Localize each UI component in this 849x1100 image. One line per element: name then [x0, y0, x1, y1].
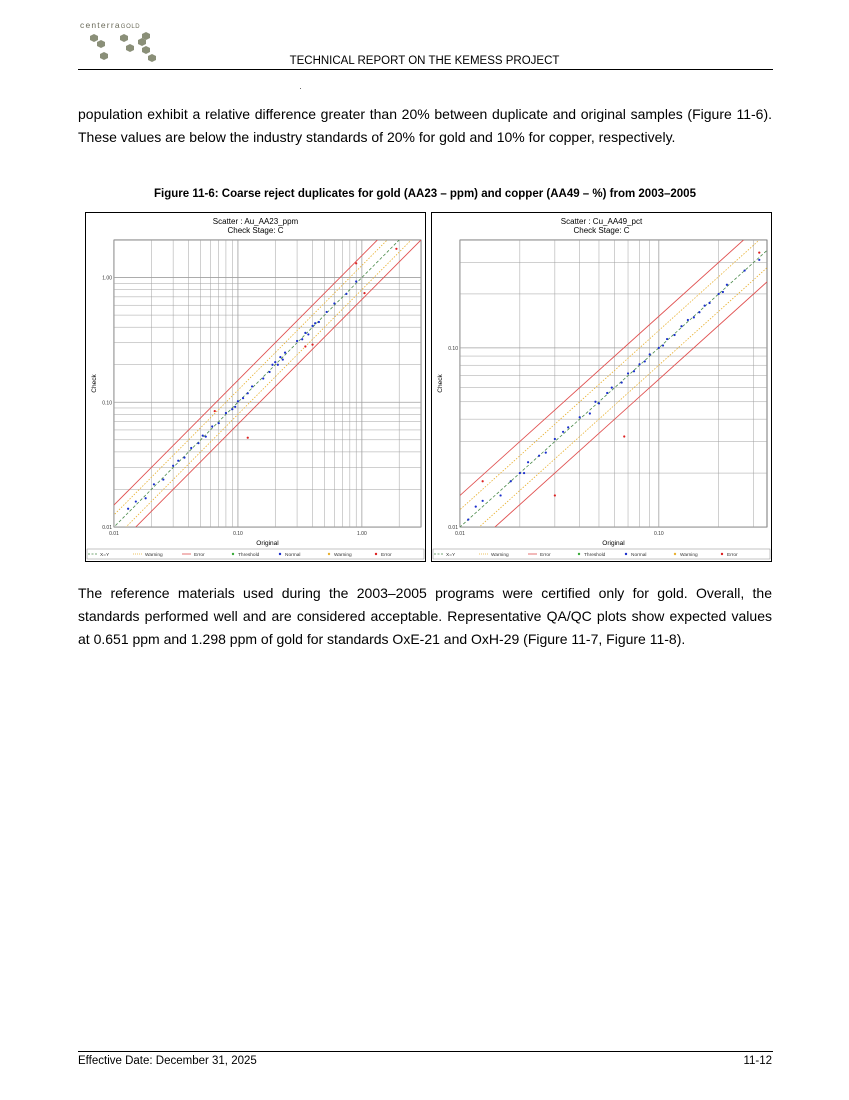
normal-point — [318, 321, 320, 323]
normal-point — [153, 483, 155, 485]
normal-point — [482, 500, 484, 502]
normal-point — [247, 392, 249, 394]
normal-point — [475, 505, 477, 507]
legend-label: Warning — [680, 552, 698, 558]
error-point — [363, 292, 365, 294]
normal-point — [722, 291, 724, 293]
legend-marker — [578, 553, 580, 555]
y-tick-label: 0.10 — [448, 345, 458, 352]
normal-point — [355, 280, 357, 282]
normal-point — [172, 465, 174, 467]
y-tick-label: 1.00 — [102, 275, 112, 282]
normal-point — [135, 500, 137, 502]
stray-dot — [300, 88, 301, 89]
normal-point — [237, 400, 239, 402]
normal-point — [262, 377, 264, 379]
normal-point — [284, 352, 286, 354]
error-point — [623, 435, 625, 437]
y-axis-label: Check — [437, 374, 444, 393]
legend-label: Warning — [334, 552, 352, 558]
normal-point — [345, 293, 347, 295]
x-tick-label: 0.10 — [653, 531, 664, 537]
normal-point — [726, 284, 728, 286]
chart-subtitle: Check Stage: C — [227, 226, 284, 235]
normal-point — [271, 364, 273, 366]
x-tick-label: 0.10 — [233, 531, 243, 537]
legend-label: Threshold — [238, 552, 260, 558]
normal-point — [633, 370, 635, 372]
normal-point — [687, 319, 689, 321]
normal-point — [307, 333, 309, 335]
normal-point — [225, 412, 227, 414]
chart-subtitle: Check Stage: C — [573, 226, 630, 235]
error-point — [311, 343, 313, 345]
normal-point — [611, 386, 613, 388]
normal-point — [758, 259, 760, 261]
normal-point — [301, 338, 303, 340]
header-divider — [78, 69, 773, 70]
legend-label: Error — [194, 552, 205, 558]
normal-point — [562, 431, 564, 433]
normal-point — [579, 416, 581, 418]
legend-label: X=Y — [100, 552, 110, 558]
y-tick-label: 0.01 — [102, 525, 112, 531]
error-point — [247, 437, 249, 439]
x-axis-label: Original — [602, 540, 625, 547]
normal-point — [718, 293, 720, 295]
normal-point — [510, 480, 512, 482]
report-title: TECHNICAL REPORT ON THE KEMESS PROJECT — [289, 55, 560, 67]
body-paragraph-2: The reference materials used during the 2003–2005 programs were certified only for gold. Overall, the standards performed well and are considered acceptable. Representative QA/QC plots show expected values at 0.651 ppm and 1.298 ppm of gold for standards OxE-21 and OxH-29 (Figure 11-7, Figure 11-8). — [78, 585, 772, 647]
footer-divider — [78, 1051, 773, 1052]
legend-label: Error — [381, 552, 392, 558]
normal-point — [708, 302, 710, 304]
legend-marker — [232, 553, 234, 555]
normal-point — [234, 406, 236, 408]
normal-point — [527, 461, 529, 463]
normal-point — [693, 316, 695, 318]
normal-point — [499, 494, 501, 496]
normal-point — [242, 397, 244, 399]
normal-point — [621, 381, 623, 383]
normal-point — [333, 302, 335, 304]
x-tick-label: 0.01 — [109, 531, 119, 537]
legend-label: X=Y — [446, 552, 456, 558]
x-tick-label: 1.00 — [357, 531, 367, 537]
x-tick-label: 0.01 — [455, 531, 465, 537]
normal-point — [231, 408, 233, 410]
normal-point — [311, 325, 313, 327]
normal-point — [304, 332, 306, 334]
normal-point — [183, 457, 185, 459]
error-point — [758, 252, 760, 254]
normal-point — [205, 436, 207, 438]
normal-point — [658, 347, 660, 349]
effective-date: Effective Date: December 31, 2025 — [78, 1055, 257, 1067]
legend-label: Warning — [491, 552, 509, 558]
normal-point — [177, 460, 179, 462]
normal-point — [680, 325, 682, 327]
normal-point — [127, 508, 129, 510]
normal-point — [519, 472, 521, 474]
body-paragraph-1: population exhibit a relative difference greater than 20% between duplicate and original samples (Figure 11-6). These values are below the industry standards of 20% for gold and 10% for copper, respectively. — [78, 106, 772, 145]
normal-point — [598, 402, 600, 404]
normal-point — [197, 442, 199, 444]
normal-point — [662, 344, 664, 346]
chart-copper-svg — [432, 213, 771, 561]
legend-label: Normal — [631, 552, 647, 558]
normal-point — [145, 497, 147, 499]
normal-point — [279, 356, 281, 358]
logo-wordmark: centerraGOLD — [80, 20, 141, 30]
normal-point — [211, 425, 213, 427]
normal-point — [673, 334, 675, 336]
legend-marker — [328, 553, 330, 555]
error-point — [304, 345, 306, 347]
normal-point — [523, 472, 525, 474]
normal-point — [326, 311, 328, 313]
normal-point — [704, 305, 706, 307]
legend-marker — [279, 553, 281, 555]
x-axis-label: Original — [256, 540, 279, 547]
page-number: 11-12 — [743, 1055, 772, 1067]
normal-point — [589, 412, 591, 414]
legend-label: Threshold — [584, 552, 606, 558]
normal-point — [567, 426, 569, 428]
figure-caption: Figure 11-6: Coarse reject duplicates for gold (AA23 – ppm) and copper (AA49 – %) from 2003–2005 — [154, 188, 696, 200]
normal-point — [202, 435, 204, 437]
normal-point — [218, 422, 220, 424]
error-point — [554, 494, 556, 496]
legend-marker — [674, 553, 676, 555]
legend-label: Normal — [285, 552, 301, 558]
normal-point — [743, 269, 745, 271]
normal-point — [282, 358, 284, 360]
normal-point — [277, 364, 279, 366]
chart-title: Scatter : Au_AA23_ppm — [212, 217, 299, 226]
y-axis-label: Check — [91, 374, 98, 393]
normal-point — [666, 338, 668, 340]
legend-label: Error — [727, 552, 738, 558]
normal-point — [638, 363, 640, 365]
y-tick-label: 0.10 — [102, 400, 112, 407]
normal-point — [554, 438, 556, 440]
error-point — [355, 262, 357, 264]
chart-panel-copper — [431, 212, 772, 562]
error-point — [482, 480, 484, 482]
legend-marker — [625, 553, 627, 555]
legend-label: Warning — [145, 552, 163, 558]
normal-point — [649, 353, 651, 355]
plot-area — [460, 240, 767, 527]
normal-point — [314, 322, 316, 324]
normal-point — [627, 372, 629, 374]
normal-point — [538, 455, 540, 457]
normal-point — [698, 311, 700, 313]
normal-point — [162, 478, 164, 480]
normal-point — [545, 452, 547, 454]
legend-marker — [721, 553, 723, 555]
chart-title: Scatter : Cu_AA49_pct — [560, 217, 643, 226]
legend-label: Error — [540, 552, 551, 558]
normal-point — [274, 361, 276, 363]
chart-panel-gold — [85, 212, 426, 562]
error-point — [395, 248, 397, 250]
legend-marker — [375, 553, 377, 555]
chart-gold-svg — [86, 213, 425, 561]
normal-point — [594, 401, 596, 403]
normal-point — [190, 447, 192, 449]
error-point — [214, 410, 216, 412]
normal-point — [251, 385, 253, 387]
normal-point — [606, 392, 608, 394]
normal-point — [296, 340, 298, 342]
y-tick-label: 0.01 — [448, 525, 458, 531]
normal-point — [644, 360, 646, 362]
normal-point — [268, 371, 270, 373]
normal-point — [467, 518, 469, 520]
